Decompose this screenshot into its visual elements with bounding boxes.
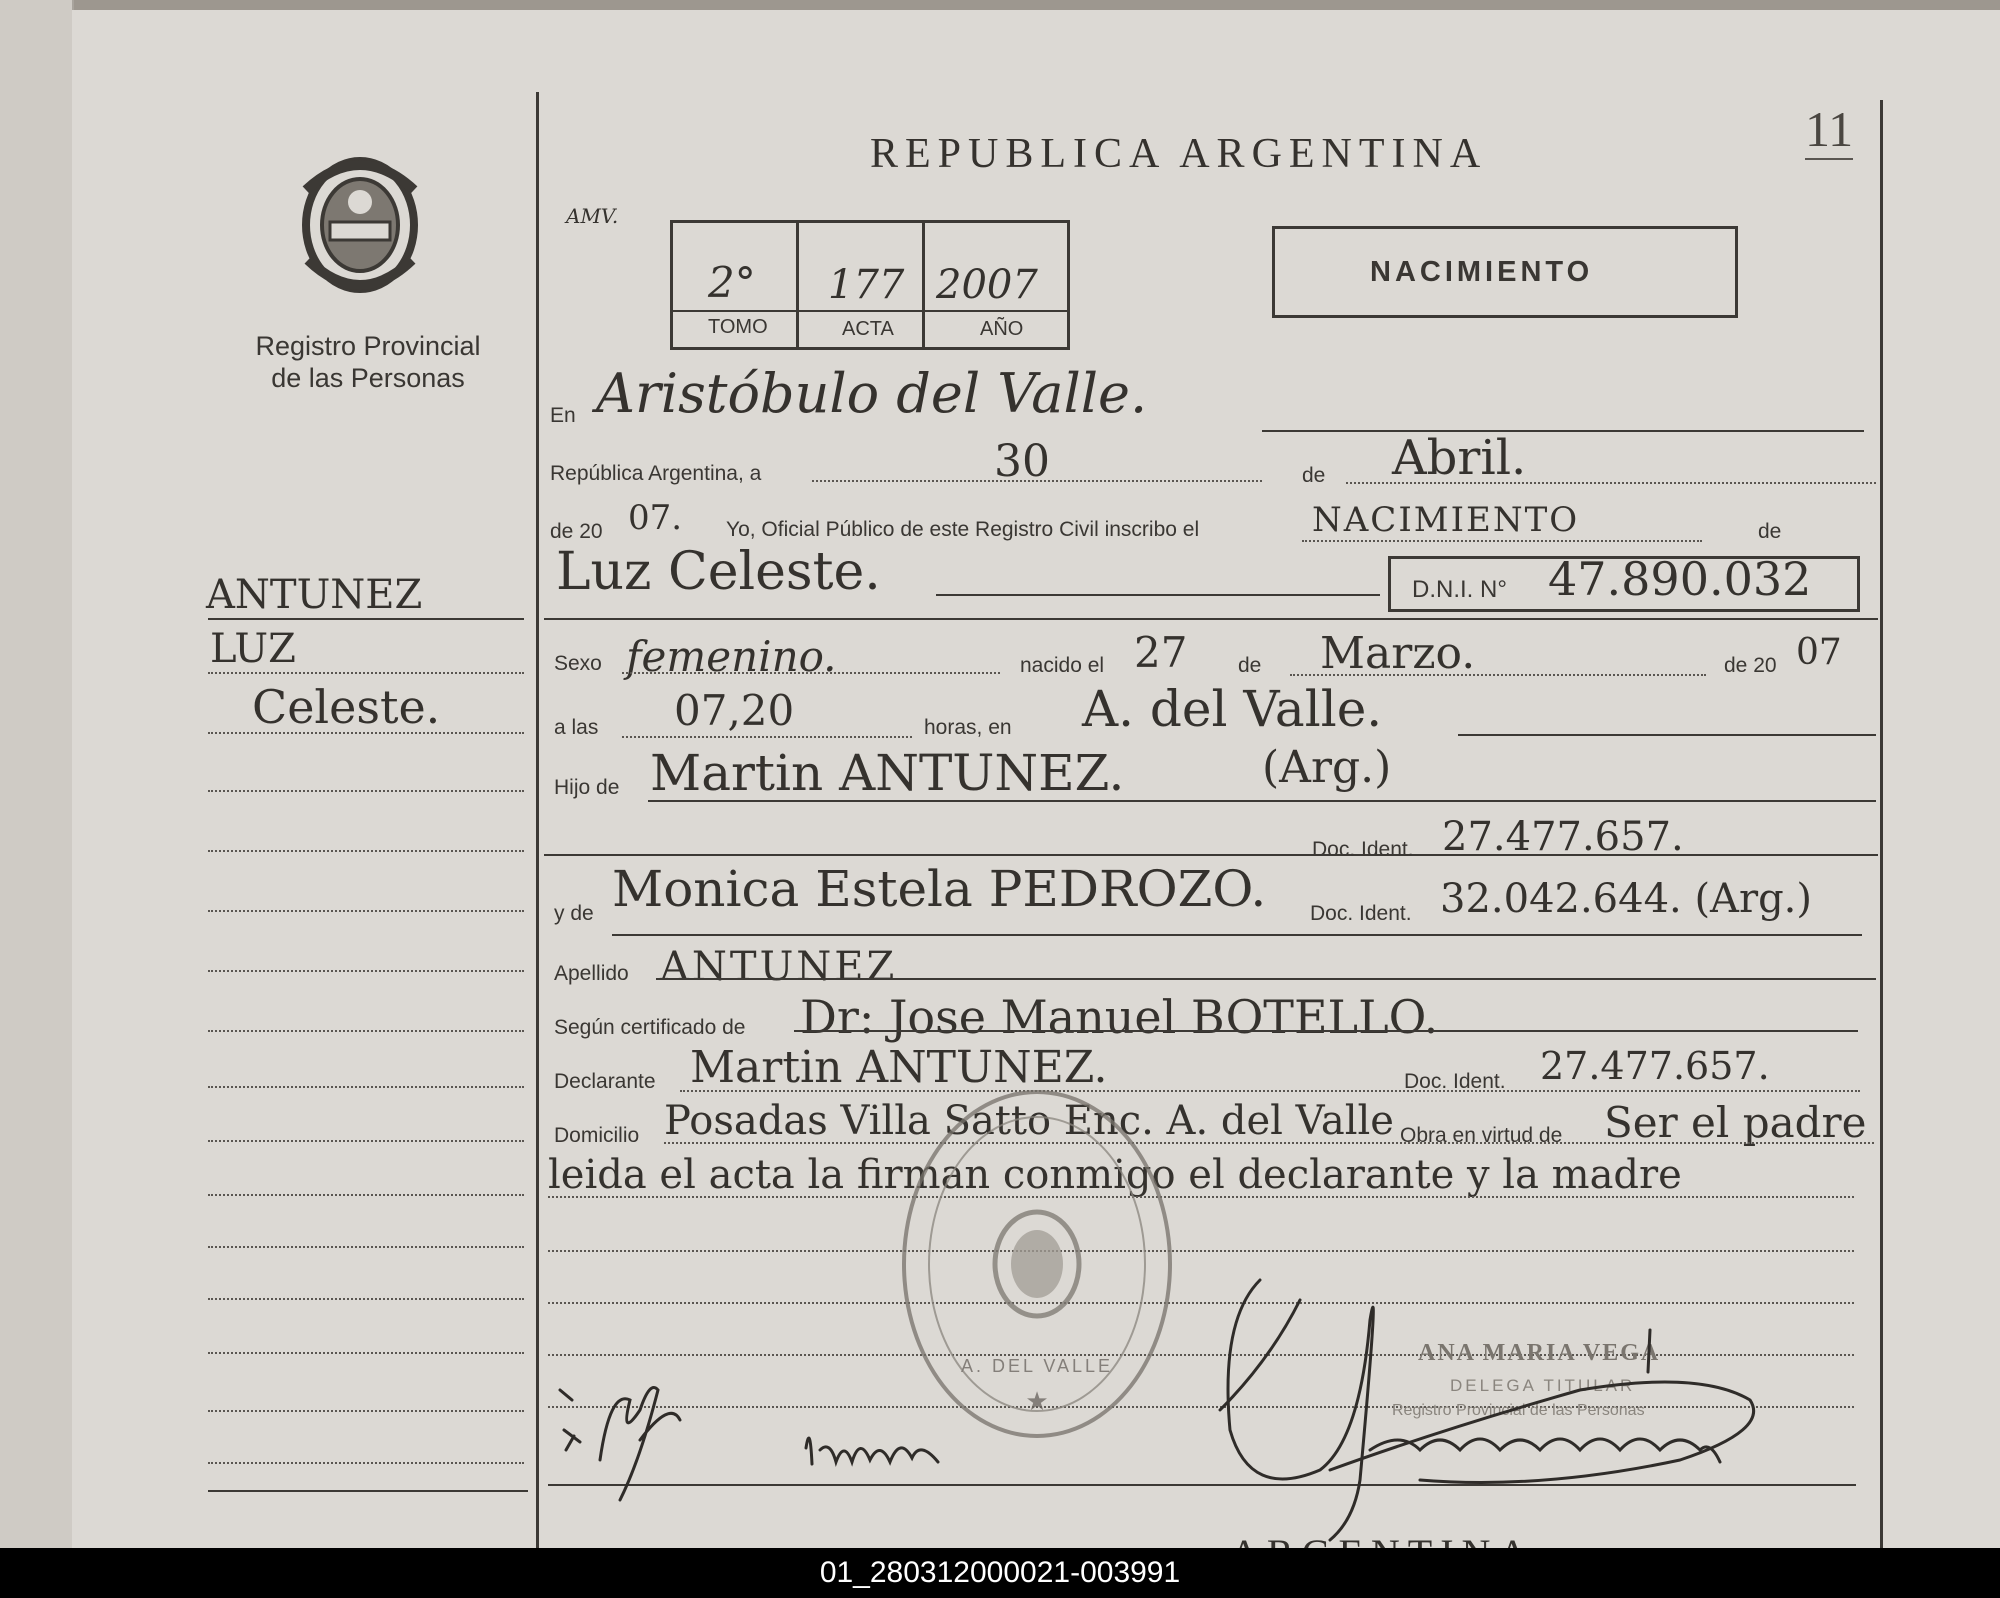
child-name: Luz Celeste. — [556, 542, 881, 602]
declarant-name: Martin ANTUNEZ. — [690, 1042, 1108, 1093]
margin-line-1 — [208, 618, 524, 620]
margin-dots-8 — [208, 1086, 524, 1088]
doc-ident-label-3: Doc. Ident. — [1404, 1070, 1506, 1093]
place-of-registration: Aristóbulo del Valle. — [596, 362, 1148, 425]
horas-label: horas, en — [924, 716, 1012, 739]
sexo-label: Sexo — [554, 652, 602, 675]
next-page-peek — [1230, 1530, 1560, 1548]
address: Posadas Villa Satto Enc. A. del Valle — [664, 1098, 1394, 1144]
line-child-name — [936, 594, 1380, 596]
dni-label: D.N.I. N° — [1412, 576, 1507, 603]
birth-day: 27 — [1134, 628, 1188, 677]
officer-registry-stamp: Registro Provincial de las Personas — [1392, 1402, 1645, 1419]
declarant-doc: 27.477.657. — [1540, 1044, 1770, 1088]
anio-label: AÑO — [980, 318, 1024, 340]
margin-surname: ANTUNEZ — [206, 572, 423, 618]
yo-label: Yo, Oficial Público de este Registro Civil inscribo el — [726, 518, 1200, 541]
anio-value: 2007 — [936, 262, 1038, 308]
surname: ANTUNEZ — [660, 944, 898, 990]
registration-day: 30 — [994, 436, 1050, 487]
sex: femenino. — [626, 632, 837, 681]
acta-value: 177 — [828, 262, 905, 308]
line-birth-month — [1290, 674, 1706, 676]
line-domicilio — [664, 1142, 1874, 1144]
father-nationality: (Arg.) — [1262, 742, 1392, 793]
mother-name: Monica Estela PEDROZO. — [612, 860, 1267, 918]
margin-name-1: LUZ — [210, 626, 296, 672]
tomo-value: 2° — [708, 258, 756, 307]
margin-dots-14 — [208, 1410, 524, 1412]
seal-star-icon: ★ — [1025, 1386, 1049, 1416]
country-title: REPUBLICA ARGENTINA — [870, 131, 1488, 177]
de20-label: de 20 — [1724, 654, 1777, 677]
provincial-crest-icon — [292, 150, 428, 300]
footer-bar — [0, 1548, 2000, 1598]
obra-label: Obra en virtud de — [1400, 1124, 1563, 1147]
alas-label: a las — [554, 716, 599, 739]
line-apellido — [656, 978, 1876, 980]
yde-label: y de — [554, 902, 594, 925]
line-father — [648, 800, 1876, 802]
initials: AMV. — [566, 204, 619, 228]
seal-text: A. DEL VALLE — [960, 1356, 1114, 1376]
margin-name-2: Celeste. — [252, 680, 441, 734]
line-act — [1302, 540, 1702, 542]
line-section-1 — [544, 618, 1878, 620]
father-name: Martin ANTUNEZ. — [650, 744, 1125, 802]
binding-left — [0, 0, 74, 1548]
hijo-label: Hijo de — [554, 776, 620, 799]
segun-label: Según certificado de — [554, 1016, 746, 1039]
line-sexo — [622, 672, 1000, 674]
line-mother — [612, 934, 1862, 936]
doc-ident-label-2: Doc. Ident. — [1310, 902, 1412, 925]
margin-dots-1 — [208, 672, 524, 674]
margin-dots-11 — [208, 1246, 524, 1248]
line-certificate — [794, 1030, 1858, 1032]
officer-name-stamp: ANA MARIA VEGA — [1418, 1340, 1661, 1366]
en-label: En — [550, 404, 576, 427]
officer-title-stamp: DELEGA TITULAR — [1450, 1376, 1636, 1395]
footer-image-id: 01_280312000021-003991 — [819, 1556, 1181, 1589]
line-month — [1346, 482, 1876, 484]
margin-dots-9 — [208, 1140, 524, 1142]
act-written: NACIMIENTO — [1312, 500, 1580, 540]
republica-label: República Argentina, a — [550, 462, 762, 485]
line-hour — [622, 736, 912, 738]
birth-hour: 07,20 — [674, 686, 795, 735]
registration-month: Abril. — [1392, 430, 1527, 486]
year-prefix-label: de 20 — [550, 520, 603, 543]
line-closing — [548, 1196, 1854, 1198]
page-number: 11 — [1805, 100, 1853, 160]
registry-box-col2 — [922, 222, 925, 348]
certificate-doctor: Dr: Jose Manuel BOTELLO. — [800, 990, 1439, 1044]
birth-year: 07 — [1796, 632, 1842, 673]
de-label: de — [1302, 464, 1326, 487]
de-label-3: de — [1238, 654, 1262, 677]
line-en — [1262, 430, 1864, 432]
birth-month: Marzo. — [1320, 628, 1476, 679]
margin-dots-12 — [208, 1298, 524, 1300]
signatures — [540, 1200, 1860, 1540]
declarante-label: Declarante — [554, 1070, 656, 1093]
margin-dots-6 — [208, 970, 524, 972]
capacity: Ser el padre — [1604, 1098, 1867, 1147]
margin-dots-15 — [208, 1462, 524, 1464]
margin-dots-4 — [208, 850, 524, 852]
doc-ident-label-1: Doc. Ident. — [1312, 838, 1414, 861]
mother-doc: 32.042.644. (Arg.) — [1440, 876, 1812, 922]
right-border — [1880, 100, 1883, 1548]
margin-dots-7 — [208, 1030, 524, 1032]
registry-box-divider — [672, 310, 1068, 312]
registry-name: Registro Provincial de las Personas — [255, 331, 481, 393]
acta-label: ACTA — [842, 318, 894, 340]
line-birth-place — [1458, 734, 1876, 736]
margin-dots-2 — [208, 732, 524, 734]
closing-statement: leida el acta la firman conmigo el declarante y la madre — [548, 1152, 1682, 1198]
domicilio-label: Domicilio — [554, 1124, 640, 1147]
dni-number: 47.890.032 — [1548, 552, 1812, 606]
registry-box-col1 — [796, 222, 799, 348]
nacido-label: nacido el — [1020, 654, 1105, 677]
father-doc: 27.477.657. — [1442, 814, 1684, 860]
tomo-label: TOMO — [708, 316, 768, 338]
margin-dots-10 — [208, 1194, 524, 1196]
apellido-label: Apellido — [554, 962, 629, 985]
column-divider — [536, 92, 539, 1548]
act-type: NACIMIENTO — [1370, 256, 1594, 288]
margin-dots-3 — [208, 790, 524, 792]
margin-dots-13 — [208, 1352, 524, 1354]
registration-year: 07. — [628, 498, 683, 538]
birth-place: A. del Valle. — [1082, 680, 1383, 738]
binding-top — [0, 0, 2000, 10]
line-declarante — [680, 1090, 1860, 1092]
de-label-2: de — [1758, 520, 1782, 543]
margin-dots-5 — [208, 910, 524, 912]
margin-bottom-line — [208, 1490, 528, 1492]
